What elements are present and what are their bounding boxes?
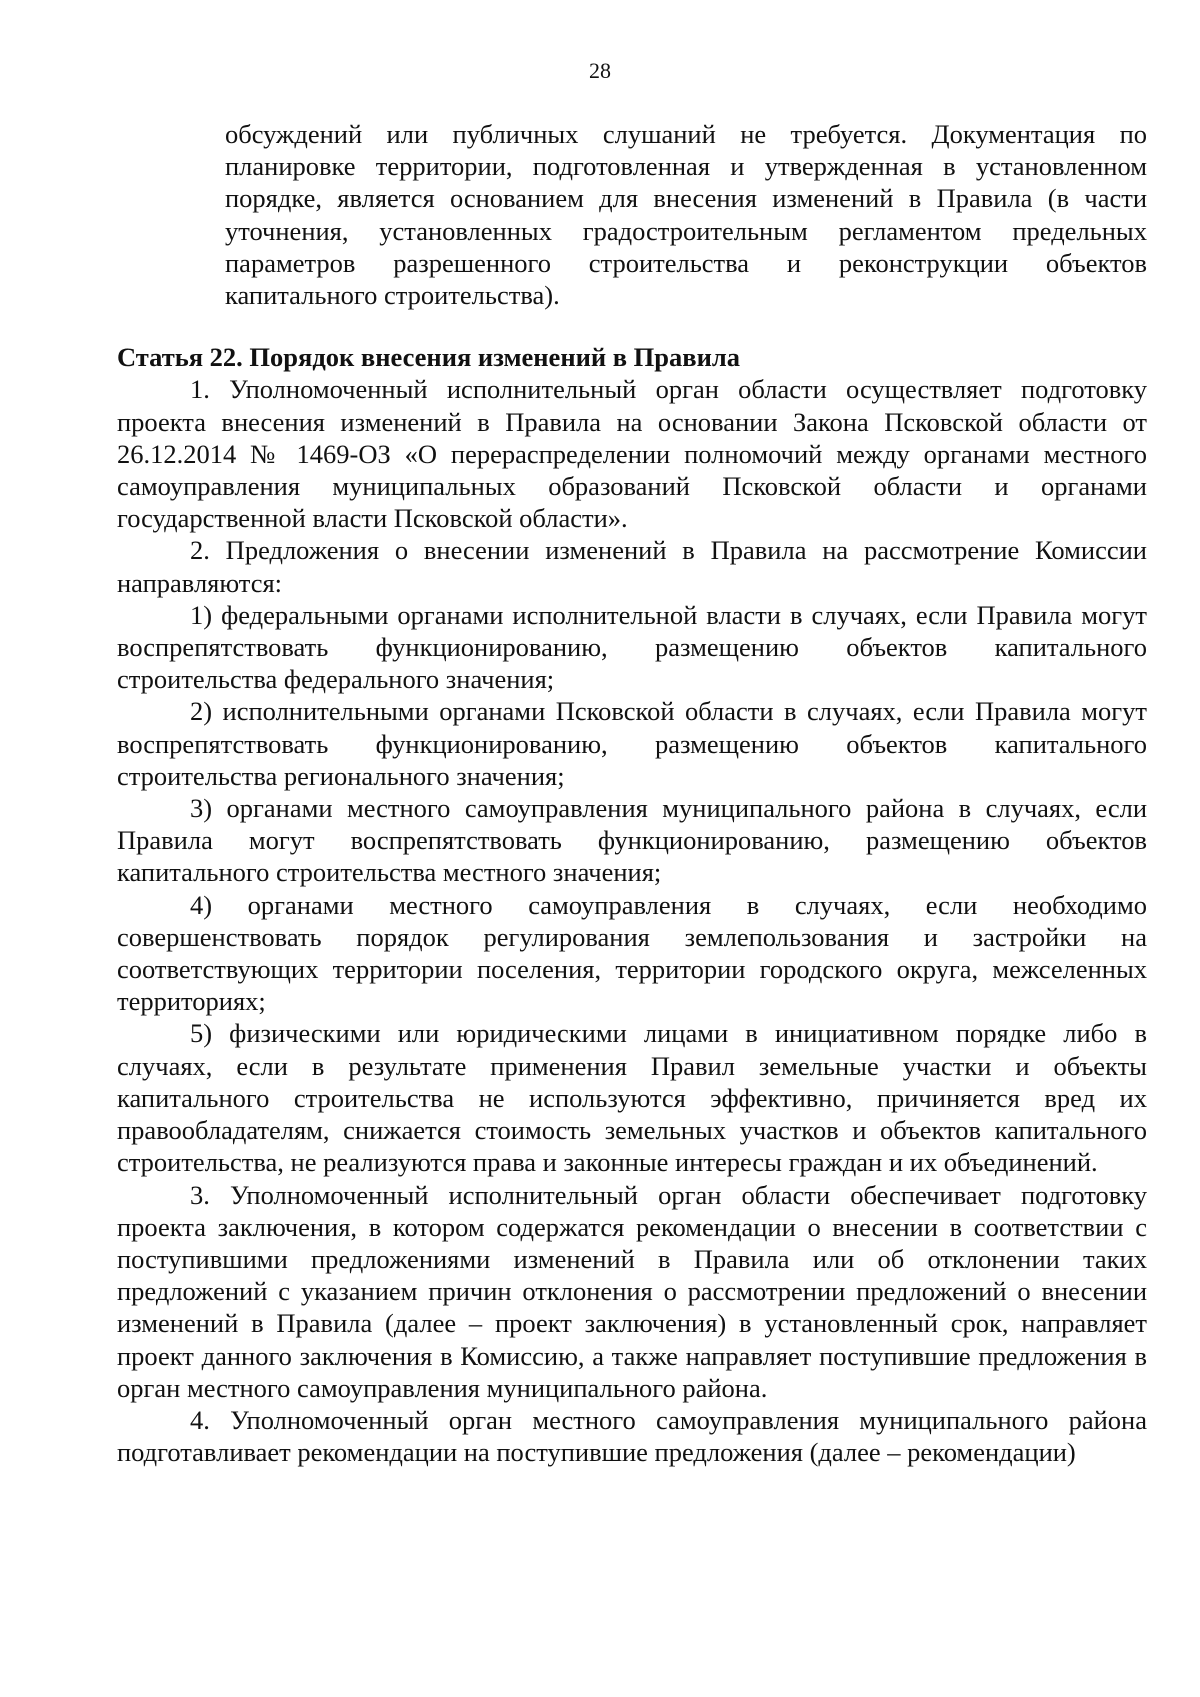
paragraph-2: 2. Предложения о внесении изменений в Правила на рассмотрение Комиссии направляются: <box>117 535 1147 598</box>
document-body <box>117 118 1147 1468</box>
paragraph-3: 3. Уполномоченный исполнительный орган области обеспечивает подготовку проекта заключения, в котором содержатся рекомендации о внесении в соответствии с поступившими предложениями изменений в Правила или об отклонении таких предложений с указанием причин отклонения о рассмотрении предложений о внесении изменений в Правила (далее – проект заключения) в установленный срок, направляет проект данного заключения в Комиссию, а также направляет поступившие предложения в орган местного самоуправления муниципального района. <box>117 1179 1147 1403</box>
list-item-2: 2) исполнительными органами Псковской области в случаях, если Правила могут воспрепятствовать функционированию, размещению объектов капитального строительства регионального значения; <box>117 696 1147 791</box>
list-item-4: 4) органами местного самоуправления в случаях, если необходимо совершенствовать порядок регулирования землепользования и застройки на соответствующих территории поселения, территории городского округа, межселенных территориях; <box>117 889 1147 1017</box>
intro-line: порядке, является основанием для внесения изменений в Правила (в части <box>225 183 1147 214</box>
paragraph-1: 1. Уполномоченный исполнительный орган области осуществляет подготовку проекта внесения изменений в Правила на основании Закона Псковской области от 26.12.2014 № 1469-ОЗ «О перераспределении полномочий между органами местного самоуправления муниципальных образований Псковской области и органами государственной власти Псковской области». <box>117 374 1147 534</box>
paragraph-4: 4. Уполномоченный орган местного самоуправления муниципального района подготавливает рекомендации на поступившие предложения (далее – рекомендации) <box>117 1404 1147 1468</box>
intro-line: уточнения, установленных градостроительным регламентом предельных <box>225 215 1147 246</box>
list-item-1: 1) федеральными органами исполнительной власти в случаях, если Правила могут воспрепятствовать функционированию, размещению объектов капитального строительства федерального значения; <box>117 599 1147 695</box>
page-number: 28 <box>589 58 611 83</box>
article-heading: Статья 22. Порядок внесения изменений в Правила <box>117 342 740 373</box>
list-item-3: 3) органами местного самоуправления муниципального района в случаях, если Правила могут воспрепятствовать функционированию, размещению объектов капитального строительства местного значения; <box>117 793 1147 888</box>
intro-text <box>225 118 1147 311</box>
intro-line: капитального строительства). <box>225 280 560 311</box>
intro-line: параметров разрешенного строительства и реконструкции объектов <box>225 247 1147 278</box>
intro-line: планировке территории, подготовленная и утвержденная в установленном <box>225 151 1147 182</box>
intro-line: обсуждений или публичных слушаний не требуется. Документация по <box>225 119 1147 149</box>
list-item-5: 5) физическими или юридическими лицами в инициативном порядке либо в случаях, если в результате применения Правил земельные участки и объекты капитального строительства не используются эффективно, причиняется вред их правообладателям, снижается стоимость земельных участков и объектов капитального строительства, не реализуются права и законные интересы граждан и их объединений. <box>117 1018 1147 1178</box>
